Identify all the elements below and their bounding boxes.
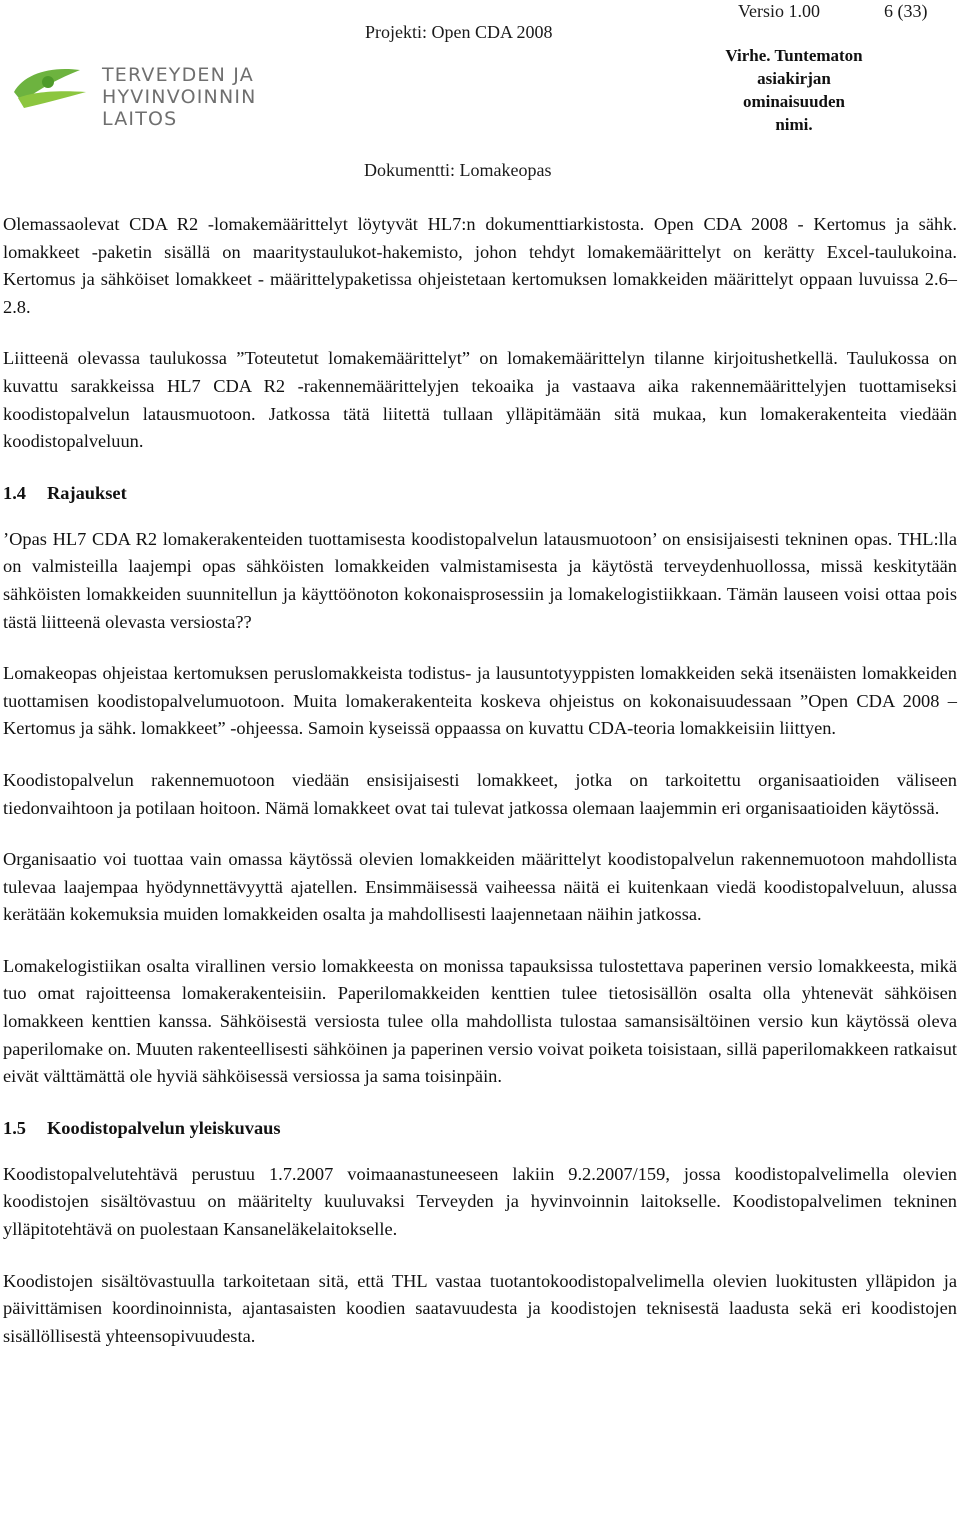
paragraph: Lomakelogistiikan osalta virallinen versio lomakkeesta on monissa tapauksissa tulostettava paperinen versio lomakkeesta, mikä tuo omat rajoitteensa lomakerakenteisiin. Paperilomakkeiden kenttien tulee tietosisällön osalta olla yhtenevät sähköisen lomakkeen kenttien kanssa. Sähköisestä versiosta tulee olla mahdollista tulostaa samansisältöinen versio kun käytössä oleva paperilomake on. Muuten rakenteellisesti sähköinen ja paperinen versio voivat poiketa toisistaan, sillä paperilomakkeen ratkaisut eivät välttämättä ole hyviä sähköisessä versiossa ja sama toisinpäin. <box>3 955 957 1087</box>
project-label: Projekti: Open CDA 2008 <box>365 22 553 42</box>
paragraph: Koodistojen sisältövastuulla tarkoitetaan sitä, että THL vastaa tuotantokoodistopalvelimella olevien luokitusten ylläpidon ja päivittämisen koordinoinnista, ajantasaisten koodien saatavuudesta ja koodistojen teknisestä laadusta sekä eri koodistojen sisällöllisestä yhteensopivuudesta. <box>3 1270 957 1346</box>
document-label: Dokumentti: Lomakeopas <box>364 160 552 180</box>
logo-line-2: HYVINVOINNIN LAITOS <box>102 86 257 130</box>
logo-line-1: TERVEYDEN JA <box>102 64 254 86</box>
section-heading-rajaukset <box>3 480 957 506</box>
thl-leaf-icon <box>10 52 92 112</box>
document-body <box>3 211 957 1374</box>
section-title: Koodistopalvelun yleiskuvaus <box>47 1117 281 1138</box>
paragraph: Koodistopalvelutehtävä perustuu 1.7.2007 voimaanastuneeseen lakiin 9.2.2007/159, jossa koodistopalvelimella olevien koodistojen sisältövastuu on määritelty kuuluvaksi Terveyden ja hyvinvoinnin laitokselle. Koodistopalvelimen tekninen ylläpitotehtävä on puolestaan Kansaneläkelaitokselle. <box>3 1163 957 1240</box>
paragraph: Lomakeopas ohjeistaa kertomuksen peruslomakkeista todistus- ja lausuntotyyppisten lomakkeiden sekä itsenäisten lomakkeiden tuottamisen koodistopalvelumuotoon. Muita lomakerakenteita koskeva ohjeistus on kokonaisuudessaan ”Open CDA 2008 – Kertomus ja sähk. lomakkeet” -ohjeessa. Samoin kyseissä oppaassa on kuvattu CDA-teoria lomakkeisiin liittyen. <box>3 663 957 739</box>
page-header <box>0 0 960 190</box>
section-number: 1.5 <box>3 1117 26 1138</box>
logo-text <box>102 64 320 130</box>
section-title: Rajaukset <box>47 482 127 503</box>
paragraph: ’Opas HL7 CDA R2 lomakerakenteiden tuottamisesta koodistopalvelun latausmuotoon’ on ensisijaisesti tekninen opas. THL:lla on valmisteilla laajempi opas sähköisten lomakkeiden valmistamisesta ja käytöstä terveydenhuollossa, missä keskitytään sähköisten lomakkeiden suunnitellun ja käyttöönoton kokonaisprosessiin ja lomakelogistiikkaan. Tämän lauseen voisi ottaa pois tästä liitteenä olevasta versiosta?? <box>3 528 957 632</box>
field-error-text: Virhe. Tuntematon asiakirjan ominaisuuden nimi. <box>725 46 863 134</box>
section-heading-koodistopalvelu <box>3 1115 957 1141</box>
paragraph: Liitteenä olevassa taulukossa ”Toteutetut lomakemäärittelyt” on lomakemäärittelyn tilanne kirjoitushetkellä. Taulukossa on kuvattu sarakkeissa HL7 CDA R2 -rakennemäärittelyjen tekoaika ja vastaava aika rakennemäärittelyjen tuottamiseksi koodistopalvelun latausmuotoon. Jatkossa tätä liitettä tullaan ylläpitämään sitä mukaa, kun lomakerakenteita viedään koodistopalveluun. <box>3 348 957 452</box>
paragraph: Olemassaolevat CDA R2 -lomakemäärittelyt löytyvät HL7:n dokumenttiarkistosta. Open CDA 2008 - Kertomus ja sähk. lomakkeet -paketin sisällä on maaritystaulukot-hakemisto, johon tehdyt lomakemäärittelyt on kerätty Excel-taulukoina. Kertomus ja sähköiset lomakkeet - määrittelypaketissa ohjeistetaan kertomuksen lomakkeiden määrittelyt oppaan luvuissa 2.6–2.8. <box>3 214 957 317</box>
page-number: 6 (33) <box>884 1 928 21</box>
paragraph: Organisaatio voi tuottaa vain omassa käytössä olevien lomakkeiden määrittelyt koodistopalvelun rakennemuotoon mahdollista tulevaa laajempaa hyödynnettävyyttä ajatellen. Ensimmäisessä vaiheessa näitä ei kuitenkaan viedä koodistopalveluun, alussa kerätään kokemuksia muiden lomakkeiden osalta ja mahdollisesti laajennetaan näihin jatkossa. <box>3 849 957 925</box>
version-label: Versio 1.00 <box>738 1 820 21</box>
section-number: 1.4 <box>3 482 26 503</box>
paragraph: Koodistopalvelun rakennemuotoon viedään ensisijaisesti lomakkeet, jotka on tarkoitettu organisaatioiden väliseen tiedonvaihtoon ja potilaan hoitoon. Nämä lomakkeet ovat tai tulevat jatkossa olemaan laajemmin eri organisaatioiden käytössä. <box>3 769 957 818</box>
thl-logo <box>10 52 320 130</box>
